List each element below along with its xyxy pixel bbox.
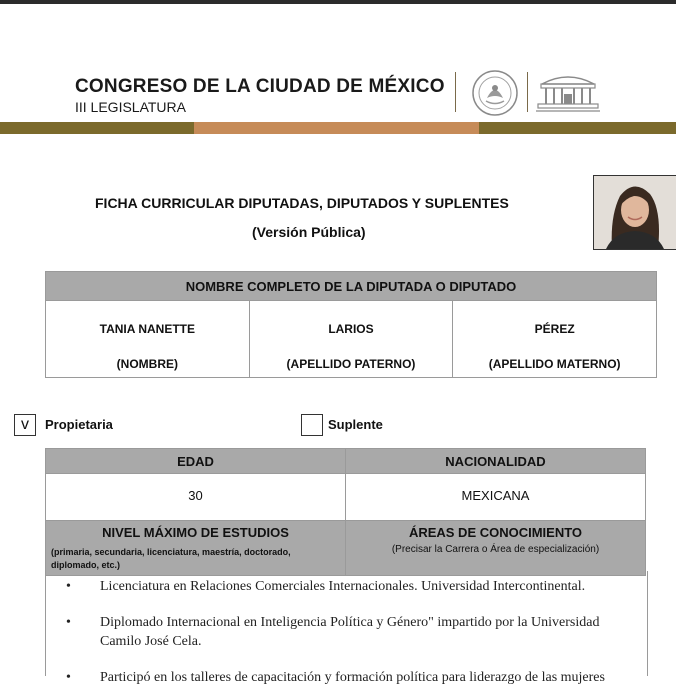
first-name-cell xyxy=(46,301,250,378)
maternal-surname-label: (APELLIDO MATERNO) xyxy=(488,357,621,371)
list-item xyxy=(46,668,647,687)
areas-note: (Precisar la Carrera o Área de especialización) xyxy=(391,544,600,555)
coat-of-arms-seal-icon xyxy=(470,68,520,118)
studies-header: NIVEL MÁXIMO DE ESTUDIOS xyxy=(102,525,289,540)
list-item-text: Diplomado Internacional en Inteligencia Política y Género" impartido por la Universidad Camilo José Cela. xyxy=(100,615,600,649)
studies-header-cell xyxy=(46,521,346,576)
top-border-line xyxy=(0,0,676,4)
institution-title: CONGRESO DE LA CIUDAD DE MÉXICO xyxy=(75,76,445,97)
maternal-surname-value: PÉREZ xyxy=(534,322,575,336)
nationality-header: NACIONALIDAD xyxy=(346,449,646,474)
studies-note: (primaria, secundaria, licenciatura, maestría, doctorado, diplomado, etc.) xyxy=(51,547,291,570)
list-item-text: Participó en los talleres de capacitación y formación política para liderazgo de las mujeres xyxy=(100,670,605,685)
portrait-image xyxy=(594,176,676,249)
profile-photo xyxy=(593,175,676,250)
full-name-header: NOMBRE COMPLETO DE LA DIPUTADA O DIPUTADO xyxy=(46,272,657,301)
list-item xyxy=(46,613,647,651)
paternal-surname-cell xyxy=(249,301,453,378)
header-divider xyxy=(455,72,456,112)
substitute-checkbox[interactable] xyxy=(301,414,323,436)
personal-info-table xyxy=(45,448,646,576)
owner-label: Propietaria xyxy=(45,417,113,432)
age-value: 30 xyxy=(46,474,346,521)
form-title: FICHA CURRICULAR DIPUTADAS, DIPUTADOS Y SUPLENTES xyxy=(95,195,509,211)
legislature-subtitle: III LEGISLATURA xyxy=(75,99,186,115)
maternal-surname-cell xyxy=(453,301,657,378)
list-bullet: • xyxy=(66,579,71,594)
areas-header-cell xyxy=(346,521,646,576)
list-item xyxy=(46,577,647,596)
age-header: EDAD xyxy=(46,449,346,474)
header-divider-2 xyxy=(527,72,528,112)
list-bullet: • xyxy=(66,670,71,685)
substitute-label: Suplente xyxy=(328,417,383,432)
form-subtitle: (Versión Pública) xyxy=(252,224,366,240)
list-bullet: • xyxy=(66,615,71,630)
list-item-text: Licenciatura en Relaciones Comerciales Internacionales. Universidad Intercontinental. xyxy=(100,579,586,594)
studies-content xyxy=(45,571,648,685)
areas-header: ÁREAS DE CONOCIMIENTO xyxy=(408,525,583,540)
header-band-middle xyxy=(194,122,479,134)
header-band-right xyxy=(479,122,676,134)
paternal-surname-label: (APELLIDO PATERNO) xyxy=(286,357,416,371)
paternal-surname-value: LARIOS xyxy=(328,322,374,336)
owner-checkbox[interactable]: v xyxy=(14,414,36,436)
congress-building-logo-icon xyxy=(536,70,600,114)
first-name-label: (NOMBRE) xyxy=(116,357,178,371)
full-name-table xyxy=(45,271,657,378)
first-name-value: TANIA NANETTE xyxy=(99,322,195,336)
nationality-value: MEXICANA xyxy=(346,474,646,521)
studies-list xyxy=(46,577,647,687)
header-band-left xyxy=(0,122,194,134)
